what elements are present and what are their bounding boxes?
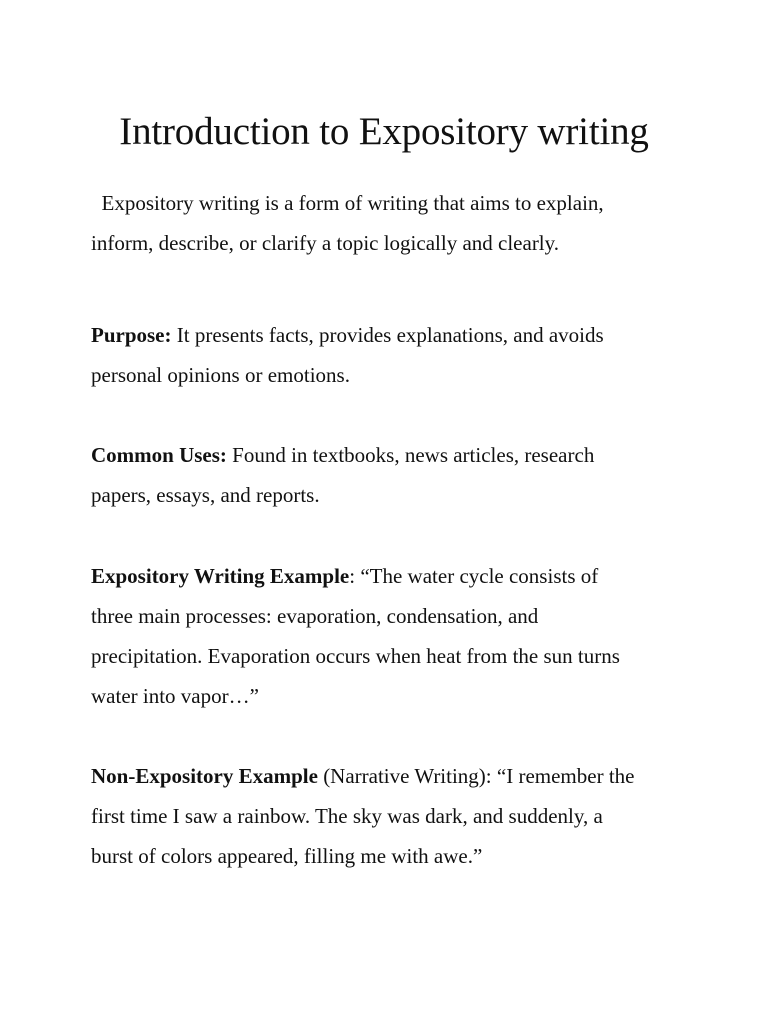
common-uses-label: Common Uses: [91, 443, 227, 467]
expository-example-label: Expository Writing Example [91, 564, 350, 588]
non-expository-example-line-2: first time I saw a rainbow. The sky was dark, and suddenly, a [91, 804, 603, 828]
expository-example-line-1: : “The water cycle consists of [349, 564, 599, 588]
purpose-line-2: personal opinions or emotions. [91, 363, 350, 387]
non-expository-example-paragraph [91, 756, 691, 876]
common-uses-line-2: papers, essays, and reports. [91, 483, 320, 507]
intro-paragraph [91, 183, 691, 263]
purpose-line-1: It presents facts, provides explanations, and avoids [171, 323, 604, 347]
purpose-label: Purpose: [91, 323, 172, 347]
intro-line-1-text: Expository writing is a form of writing that aims to explain, [101, 191, 604, 215]
page-title: Introduction to Expository writing [119, 110, 649, 153]
intro-line-2: inform, describe, or clarify a topic logically and clearly. [91, 231, 560, 255]
non-expository-example-line-1: (Narrative Writing): “I remember the [317, 764, 635, 788]
common-uses-paragraph [91, 435, 691, 515]
purpose-paragraph [91, 315, 691, 395]
expository-example-line-2: three main processes: evaporation, condensation, and [91, 604, 539, 628]
common-uses-line-1: Found in textbooks, news articles, research [226, 443, 595, 467]
expository-example-line-3: precipitation. Evaporation occurs when heat from the sun turns [91, 644, 620, 668]
expository-example-paragraph [91, 556, 691, 716]
non-expository-example-line-3: burst of colors appeared, filling me with awe.” [91, 844, 483, 868]
intro-line-1 [91, 191, 604, 215]
non-expository-example-label: Non-Expository Example [91, 764, 318, 788]
expository-example-line-4: water into vapor…” [91, 684, 259, 708]
